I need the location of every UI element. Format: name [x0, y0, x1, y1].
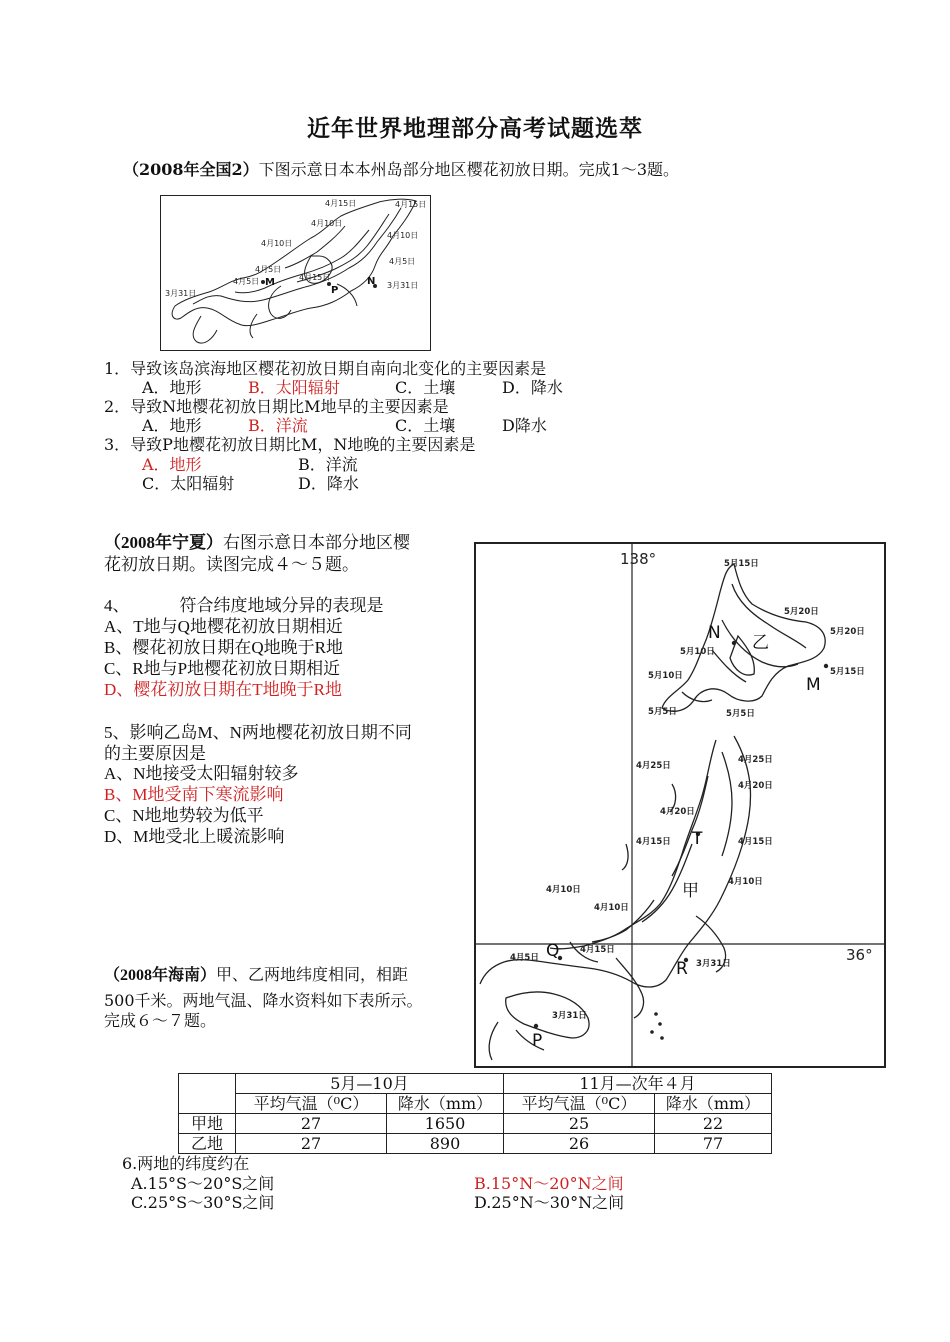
- japan-date-label: 3月31日: [696, 959, 731, 969]
- q4-option-c: C、R地与P地樱花初放日期相近: [104, 659, 341, 678]
- japan-point-p-marker: [534, 1024, 538, 1028]
- map1-label: 4月15日: [299, 273, 331, 282]
- section3-source: （2008年海南）: [104, 967, 217, 984]
- q6-option-a: A.15°S～20°S之间: [131, 1174, 275, 1193]
- table-cell: 26: [504, 1134, 655, 1154]
- q4-option-a: A、T地与Q地樱花初放日期相近: [104, 617, 343, 636]
- section2-source: （2008年宁夏）: [104, 533, 223, 552]
- japan-point-m-marker: [824, 664, 828, 668]
- q1-option-b: B．太阳辐射: [248, 378, 340, 397]
- map1-label: 4月5日: [389, 257, 416, 266]
- map1-label: 4月10日: [387, 231, 419, 240]
- q5-stem-line2: 的主要原因是: [104, 744, 206, 763]
- japan-point-q-label: Q: [546, 941, 560, 961]
- japan-date-label: 5月15日: [830, 667, 865, 677]
- japan-date-label: 4月10日: [594, 903, 629, 913]
- japan-date-label: 4月20日: [738, 781, 773, 791]
- q2-option-b: B．洋流: [248, 416, 308, 435]
- q1-option-a: A．地形: [142, 378, 202, 397]
- japan-date-label: 4月20日: [660, 807, 695, 817]
- japan-point-p-label: P: [532, 1031, 543, 1051]
- japan-point-n-marker: [732, 641, 736, 645]
- q4-option-d: D、樱花初放日期在T地晚于R地: [104, 680, 342, 699]
- q6-option-d: D.25°N～30°N之间: [474, 1193, 625, 1212]
- japan-date-label: 4月10日: [728, 877, 763, 887]
- q6-option-b: B.15°N～20°N之间: [474, 1174, 624, 1193]
- table-row: [179, 1114, 772, 1134]
- longitude-label: 138°: [620, 550, 657, 568]
- table-cell: 22: [655, 1114, 772, 1134]
- map1-label: 4月5日: [255, 265, 282, 274]
- table-corner-cell: [179, 1074, 236, 1114]
- q5-stem-line1: 5、影响乙岛M、N两地樱花初放日期不同: [104, 723, 412, 742]
- map1-label: 4月15日: [325, 199, 357, 208]
- table-temp-header: 平均气温（⁰C）: [504, 1094, 655, 1114]
- table-cell: 77: [655, 1134, 772, 1154]
- table-row: [179, 1134, 772, 1154]
- q1-stem: 1．导致该岛滨海地区樱花初放日期自南向北变化的主要因素是: [104, 359, 547, 378]
- map1-point-m: M: [265, 277, 275, 288]
- q4-option-b: B、樱花初放日期在Q地晚于R地: [104, 638, 343, 657]
- japan-date-label: 4月15日: [738, 837, 773, 847]
- japan-date-label: 3月31日: [552, 1011, 587, 1021]
- japan-date-label: 4月15日: [636, 837, 671, 847]
- q5-option-c: C、N地地势较为低平: [104, 806, 264, 825]
- section1-source: （2008年全国2）: [123, 160, 259, 179]
- q5-option-d: D、M地受北上暖流影响: [104, 827, 285, 846]
- japan-date-label: 4月25日: [636, 761, 671, 771]
- table-period1-header: 5月—10月: [236, 1074, 504, 1094]
- table-row-name: 乙地: [179, 1134, 236, 1154]
- table-temp-header: 平均气温（⁰C）: [236, 1094, 387, 1114]
- table-cell: 890: [387, 1134, 504, 1154]
- japan-point-n-label: N: [708, 623, 721, 643]
- q6-stem: 6.两地的纬度约在: [122, 1154, 250, 1173]
- table-row-name: 甲地: [179, 1114, 236, 1134]
- q2-option-d: D降水: [502, 416, 547, 435]
- japan-date-label: 5月20日: [830, 627, 865, 637]
- table-cell: 1650: [387, 1114, 504, 1134]
- table-cell: 27: [236, 1114, 387, 1134]
- section3-intro-line2: 500千米。两地气温、降水资料如下表所示。: [104, 991, 423, 1010]
- japan-date-label: 4月25日: [738, 755, 773, 765]
- q3-option-c: C．太阳辐射: [142, 474, 235, 493]
- japan-map-drawing: [476, 544, 884, 1066]
- q2-option-a: A．地形: [142, 416, 202, 435]
- q3-option-b: B．洋流: [298, 455, 358, 474]
- q2-option-c: C．土壤: [395, 416, 456, 435]
- latitude-label: 36°: [846, 946, 873, 964]
- q1-option-d: D．降水: [502, 378, 563, 397]
- table-cell: 27: [236, 1134, 387, 1154]
- section2-intro-line1: （2008年宁夏）右图示意日本部分地区樱: [104, 533, 410, 552]
- japan-point-t-label: T: [692, 829, 703, 849]
- map1-label: 4月10日: [261, 239, 293, 248]
- q3-option-d: D．降水: [298, 474, 359, 493]
- map1-label: 4月15日: [395, 200, 427, 209]
- section1-intro: [123, 160, 679, 180]
- honshu-map: [160, 195, 431, 351]
- japan-point-jia-label: 甲: [682, 881, 699, 901]
- japan-date-label: 4月15日: [580, 945, 615, 955]
- japan-date-label: 5月10日: [648, 671, 683, 681]
- japan-date-label: 5月15日: [724, 559, 759, 569]
- q4-stem-line: 4、 符合纬度地域分异的表现是: [104, 596, 384, 615]
- page-title: 近年世界地理部分高考试题选萃: [307, 116, 643, 142]
- q6-option-c: C.25°S～30°S之间: [131, 1193, 275, 1212]
- q3-option-a: A．地形: [142, 455, 202, 474]
- table-subheader-row: [179, 1094, 772, 1114]
- honshu-map-drawing: [161, 196, 430, 350]
- table-precip-header: 降水（mm）: [387, 1094, 504, 1114]
- table-header-row: [179, 1074, 772, 1094]
- japan-date-label: 5月10日: [680, 647, 715, 657]
- japan-date-label: 5月5日: [648, 707, 677, 717]
- section3-intro-line1: （2008年海南）甲、乙两地纬度相同，相距: [104, 967, 409, 984]
- q3-stem: 3．导致P地樱花初放日期比M，N地晚的主要因素是: [104, 435, 476, 454]
- section3-intro-line3: 完成６～７题。: [104, 1011, 217, 1030]
- map1-label: 4月5日: [233, 277, 260, 286]
- table-period2-header: 11月—次年４月: [504, 1074, 772, 1094]
- map1-point-p: P: [331, 285, 339, 296]
- map1-label: 3月31日: [387, 281, 419, 290]
- japan-point-r-label: R: [676, 959, 688, 979]
- map1-point-n: N: [367, 276, 376, 287]
- q5-option-b: B、M地受南下寒流影响: [104, 785, 284, 804]
- japan-date-label: 4月10日: [546, 885, 581, 895]
- map1-label: 4月10日: [311, 219, 343, 228]
- q5-option-a: A、N地接受太阳辐射较多: [104, 764, 299, 783]
- japan-date-label: 5月5日: [726, 709, 755, 719]
- japan-point-m-label: M: [806, 675, 821, 695]
- section2-intro-line2: 花初放日期。读图完成４～５题。: [104, 555, 359, 574]
- map1-label: 3月31日: [165, 289, 197, 298]
- japan-point-yi-label: 乙: [752, 633, 769, 653]
- q2-stem: 2．导致N地樱花初放日期比M地早的主要因素是: [104, 397, 449, 416]
- japan-date-label: 5月20日: [784, 607, 819, 617]
- japan-map: [474, 542, 886, 1068]
- climate-table: [178, 1073, 772, 1154]
- table-precip-header: 降水（mm）: [655, 1094, 772, 1114]
- japan-date-label: 4月5日: [510, 953, 539, 963]
- q1-option-c: C．土壤: [395, 378, 456, 397]
- section1-intro-text: 下图示意日本本州岛部分地区樱花初放日期。完成1～3题。: [258, 160, 680, 179]
- table-cell: 25: [504, 1114, 655, 1134]
